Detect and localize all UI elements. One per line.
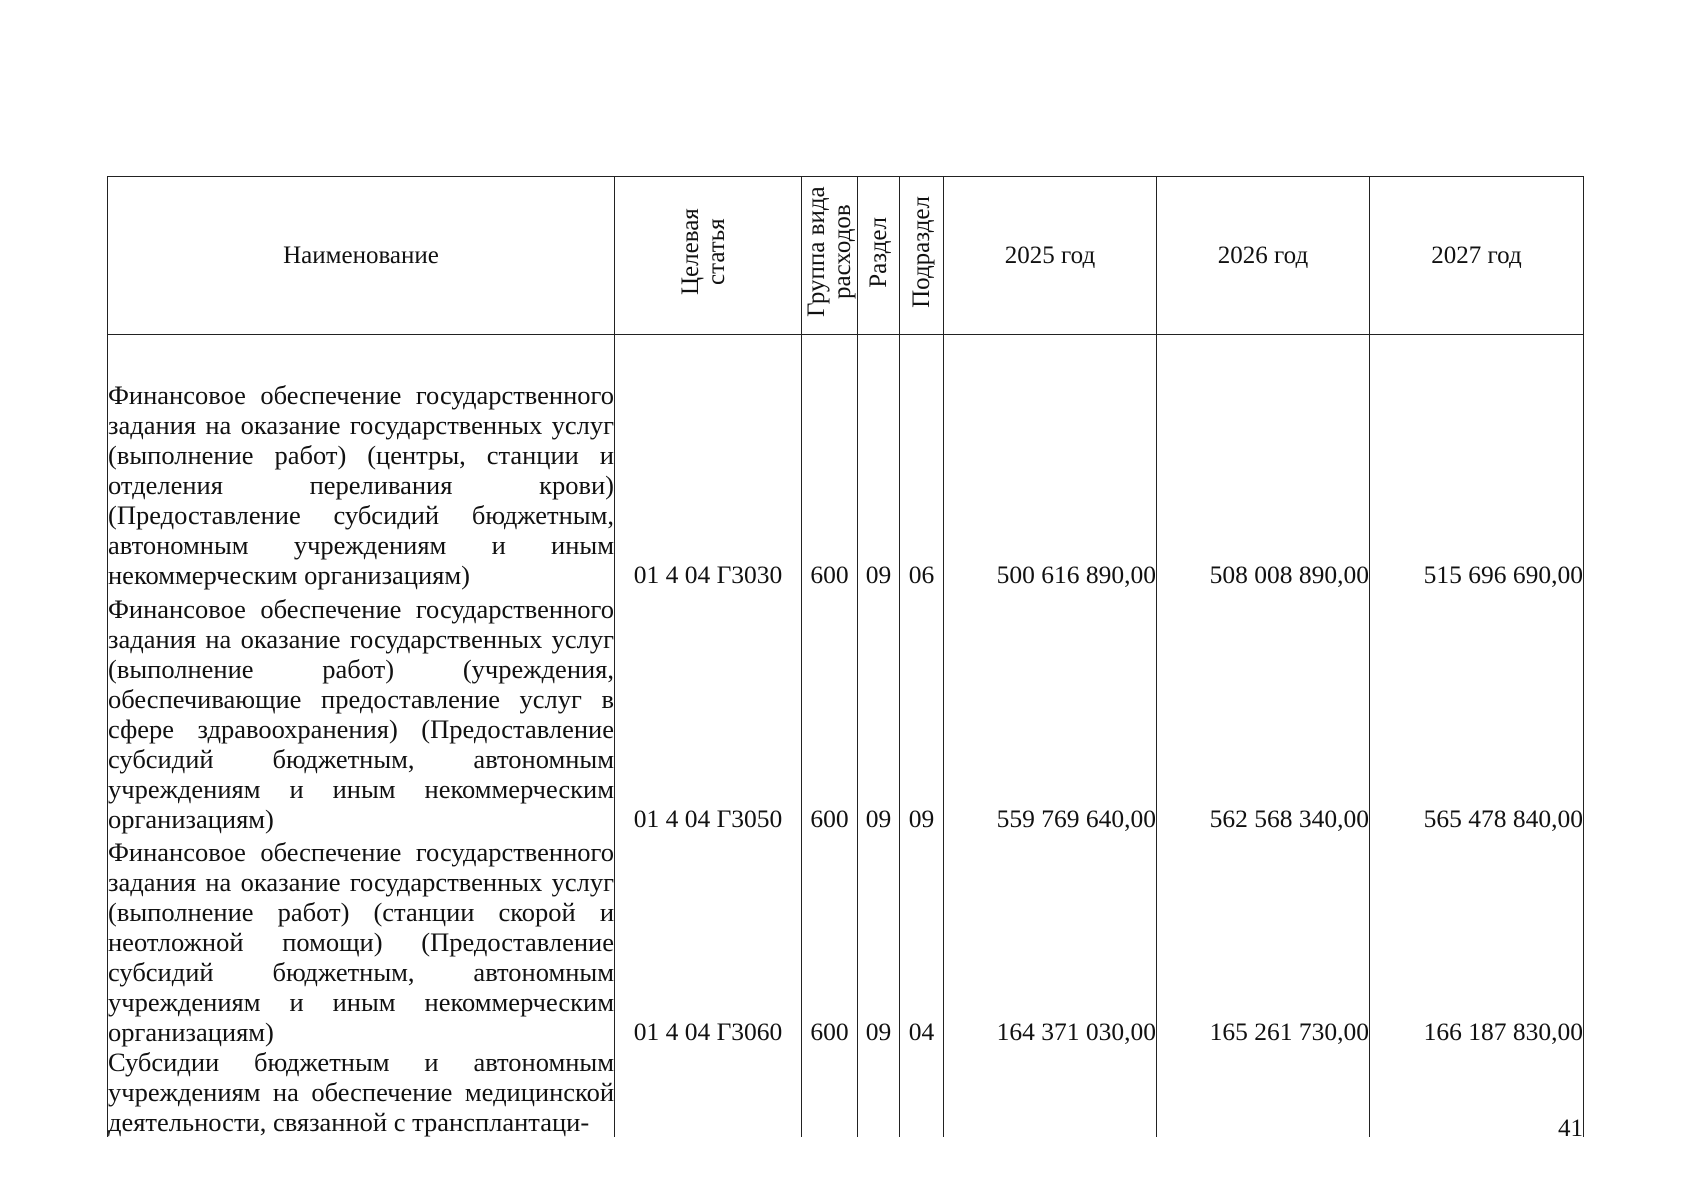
row-subsection: 04 [900, 834, 944, 1047]
row-amount-2027: 166 187 830,00 [1370, 834, 1584, 1047]
page-number: 41 [1558, 1115, 1583, 1142]
row-target-article: 01 4 04 Г3060 [615, 834, 802, 1047]
row-amount-2025: 500 616 890,00 [944, 335, 1157, 591]
row-expense-group [802, 1047, 858, 1137]
header-name: Наименование [108, 177, 615, 335]
row-amount-2026: 165 261 730,00 [1157, 834, 1370, 1047]
row-subsection: 09 [900, 590, 944, 834]
header-target-article: Целевая статья [615, 177, 802, 335]
row-name: Финансовое обеспечение государственного задания на оказание государственных услуг (выполнение работ) (станции скорой и неотложной помощи) (Предоставление субсидий бюджетным, автономным учреждениям и иным некоммерческим организациям) [108, 834, 615, 1047]
row-section [858, 1047, 900, 1137]
row-expense-group: 600 [802, 834, 858, 1047]
row-amount-2026: 508 008 890,00 [1157, 335, 1370, 591]
row-subsection [900, 1047, 944, 1137]
row-amount-2027: 515 696 690,00 [1370, 335, 1584, 591]
row-section: 09 [858, 335, 900, 591]
row-amount-2027 [1370, 1047, 1584, 1137]
header-subsection: Подраздел [900, 177, 944, 335]
header-2025: 2025 год [944, 177, 1157, 335]
row-name: Финансовое обеспечение государственного задания на оказание государственных услуг (выполнение работ) (учреждения, обеспечивающие предоставление услуг в сфере здравоохранения) (Предоставление субсидий бюджетным, автономным учреждениям и иным некоммерческим организациям) [108, 590, 615, 834]
row-amount-2025: 559 769 640,00 [944, 590, 1157, 834]
header-section: Раздел [858, 177, 900, 335]
row-amount-2025: 164 371 030,00 [944, 834, 1157, 1047]
header-expense-group: Группа вида расходов [802, 177, 858, 335]
row-amount-2025 [944, 1047, 1157, 1137]
row-target-article [615, 1047, 802, 1137]
row-expense-group: 600 [802, 590, 858, 834]
header-2027: 2027 год [1370, 177, 1584, 335]
table-header-row [108, 177, 1584, 335]
row-amount-2026: 562 568 340,00 [1157, 590, 1370, 834]
row-subsection: 06 [900, 335, 944, 591]
row-target-article: 01 4 04 Г3030 [615, 335, 802, 591]
row-section: 09 [858, 590, 900, 834]
table-row [108, 834, 1584, 1047]
table-row [108, 335, 1584, 591]
table-row [108, 1047, 1584, 1137]
header-2026: 2026 год [1157, 177, 1370, 335]
row-name: Финансовое обеспечение государственного задания на оказание государственных услуг (выполнение работ) (центры, станции и отделения переливания крови) (Предоставление субсидий бюджетным, автономным учреждениям и иным некоммерческим организациям) [108, 335, 615, 591]
row-expense-group: 600 [802, 335, 858, 591]
row-amount-2026 [1157, 1047, 1370, 1137]
row-target-article: 01 4 04 Г3050 [615, 590, 802, 834]
table-row [108, 590, 1584, 834]
row-name: Субсидии бюджетным и автономным учреждениям на обеспечение медицинской деятельности, связанной с трансплантаци- [108, 1047, 614, 1137]
budget-table [107, 176, 1584, 1137]
row-amount-2027: 565 478 840,00 [1370, 590, 1584, 834]
row-section: 09 [858, 834, 900, 1047]
